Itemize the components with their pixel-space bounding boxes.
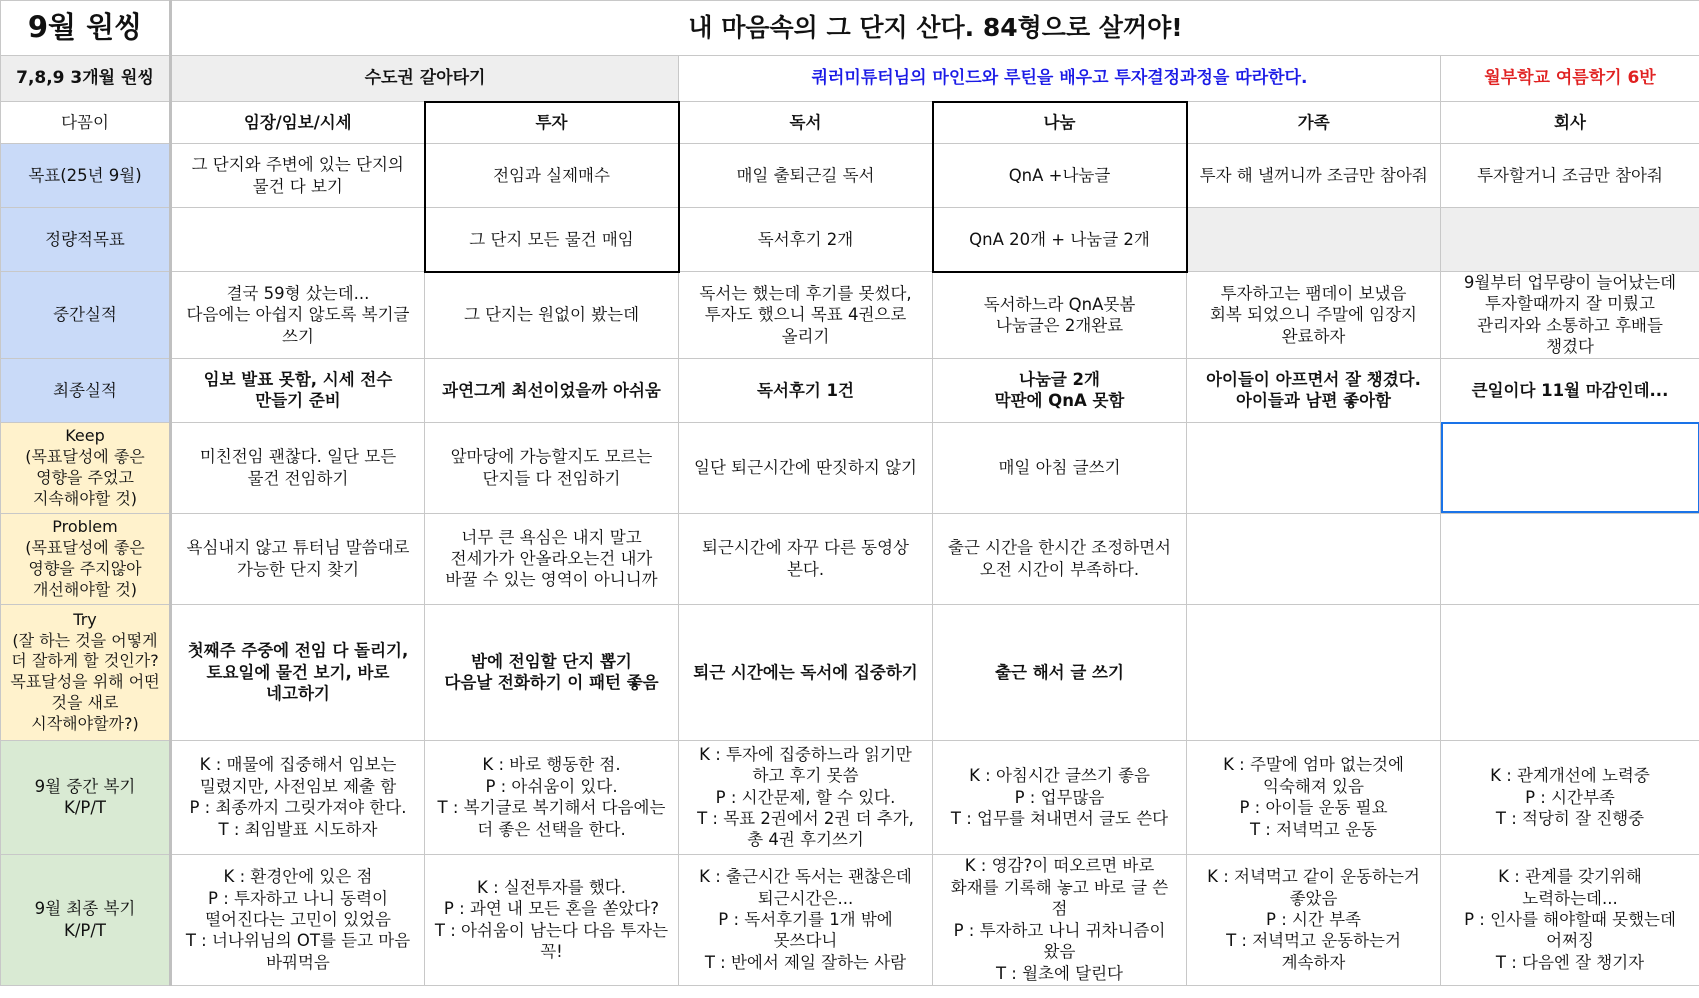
grid-cell[interactable]: 매일 출퇴근길 독서: [679, 144, 933, 208]
grid-cell[interactable]: QnA 20개 + 나눔글 2개: [933, 208, 1187, 272]
grid-cell[interactable]: K : 관계개선에 노력중 P : 시간부족 T : 적당히 잘 진행중: [1441, 740, 1699, 854]
grid-cell[interactable]: 너무 큰 욕심은 내지 말고 전세가가 안올라오는건 내가 바꿀 수 있는 영역이 아니니까: [425, 513, 679, 604]
category-cell[interactable]: 투자: [425, 102, 679, 144]
try-row: [1, 604, 1699, 740]
goal-row: [1, 144, 1699, 208]
category-cell[interactable]: 회사: [1441, 102, 1699, 144]
grid-cell[interactable]: 투자할거니 조금만 참아줘: [1441, 144, 1699, 208]
grid-cell[interactable]: 독서후기 2개: [679, 208, 933, 272]
row-label-cell[interactable]: 목표(25년 9월): [1, 144, 171, 208]
quarter-mindset-cell[interactable]: 쿼러미튜터님의 마인드와 루틴을 배우고 투자결정과정을 따라한다.: [679, 56, 1441, 102]
grid-cell[interactable]: 그 단지 모든 물건 매임: [425, 208, 679, 272]
grid-cell[interactable]: 첫째주 주중에 전임 다 돌리기, 토요일에 물건 보기, 바로 네고하기: [171, 604, 425, 740]
grid-cell[interactable]: 앞마당에 가능할지도 모르는 단지들 다 전임하기: [425, 422, 679, 513]
grid-cell[interactable]: [1187, 208, 1441, 272]
grid-cell[interactable]: K : 바로 행동한 점. P : 아쉬움이 있다. T : 복기글로 복기해서 다음에는 더 좋은 선택을 한다.: [425, 740, 679, 854]
grid-cell[interactable]: 독서하느라 QnA못봄 나눔글은 2개완료: [933, 272, 1187, 359]
grid-cell[interactable]: 임보 발표 못함, 시세 전수 만들기 준비: [171, 358, 425, 422]
grid-cell[interactable]: [1441, 604, 1699, 740]
grid-cell[interactable]: [1187, 513, 1441, 604]
grid-cell[interactable]: 밤에 전임할 단지 뽑기 다음날 전화하기 이 패턴 좋음: [425, 604, 679, 740]
grid-cell[interactable]: 그 단지는 원없이 봤는데: [425, 272, 679, 359]
problem-row: [1, 513, 1699, 604]
grid-cell[interactable]: 독서후기 1건: [679, 358, 933, 422]
grid-cell[interactable]: K : 저녁먹고 같이 운동하는거 좋았음 P : 시간 부족 T : 저녁먹고 운동하는거 계속하자: [1187, 854, 1441, 985]
row-label-cell[interactable]: 최종실적: [1, 358, 171, 422]
final-review-row: [1, 854, 1699, 985]
row-label-cell[interactable]: 중간실적: [1, 272, 171, 359]
quarter-goal-cell[interactable]: 수도권 갈아타기: [171, 56, 679, 102]
grid-cell[interactable]: 나눔글 2개 막판에 QnA 못함: [933, 358, 1187, 422]
grid-cell[interactable]: 출근 시간을 한시간 조정하면서 오전 시간이 부족하다.: [933, 513, 1187, 604]
grid-cell[interactable]: [1441, 513, 1699, 604]
grid-cell[interactable]: 일단 퇴근시간에 딴짓하지 않기: [679, 422, 933, 513]
grid-cell[interactable]: K : 환경안에 있은 점 P : 투자하고 나니 동력이 떨어진다는 고민이 있었음 T : 너나위님의 OT를 듣고 마음 바꿔먹음: [171, 854, 425, 985]
row-label-cell[interactable]: Try (잘 하는 것을 어떻게 더 잘하게 할 것인가? 목표달성을 위해 어떤 것을 새로 시작해야할까?): [1, 604, 171, 740]
quarter-class-cell[interactable]: 월부학교 여름학기 6반: [1441, 56, 1699, 102]
mid-result-row: [1, 272, 1699, 359]
grid-cell[interactable]: [171, 208, 425, 272]
grid-cell[interactable]: K : 아침시간 글쓰기 좋음 P : 업무많음 T : 업무를 쳐내면서 글도 쓴다: [933, 740, 1187, 854]
sheet-title-cell[interactable]: 9월 원씽: [1, 1, 171, 56]
keep-row: [1, 422, 1699, 513]
grid-cell[interactable]: K : 주말에 엄마 없는것에 익숙해져 있음 P : 아이들 운동 필요 T : 저녁먹고 운동: [1187, 740, 1441, 854]
grid-cell[interactable]: 매일 아침 글쓰기: [933, 422, 1187, 513]
grid-cell[interactable]: 투자 해 낼꺼니까 조금만 참아줘: [1187, 144, 1441, 208]
row-label-cell[interactable]: Problem (목표달성에 좋은 영향을 주지않아 개선해야할 것): [1, 513, 171, 604]
grid-cell[interactable]: 미친전임 괜찮다. 일단 모든 물건 전임하기: [171, 422, 425, 513]
title-row: [1, 1, 1699, 56]
category-cell[interactable]: 나눔: [933, 102, 1187, 144]
category-row: [1, 102, 1699, 144]
grid-cell[interactable]: 퇴근시간에 자꾸 다른 동영상 본다.: [679, 513, 933, 604]
grid-cell[interactable]: 그 단지와 주변에 있는 단지의 물건 다 보기: [171, 144, 425, 208]
grid-cell[interactable]: QnA +나눔글: [933, 144, 1187, 208]
grid-cell[interactable]: 아이들이 아프면서 잘 챙겼다. 아이들과 남편 좋아함: [1187, 358, 1441, 422]
grid-cell[interactable]: K : 매물에 집중해서 임보는 밀렸지만, 사전임보 제출 함 P : 최종까지 그릿가져야 한다. T : 최임발표 시도하자: [171, 740, 425, 854]
quantitative-goal-row: [1, 208, 1699, 272]
row-label-cell[interactable]: Keep (목표달성에 좋은 영향을 주었고 지속해야할 것): [1, 422, 171, 513]
grid-cell[interactable]: 과연그게 최선이었을까 아쉬움: [425, 358, 679, 422]
grid-cell[interactable]: 독서는 했는데 후기를 못썼다, 투자도 했으니 목표 4권으로 올리기: [679, 272, 933, 359]
grid-cell[interactable]: 투자하고는 팸데이 보냈음 회복 되었으니 주말에 임장지 완료하자: [1187, 272, 1441, 359]
grid-cell[interactable]: K : 실전투자를 했다. P : 과연 내 모든 혼을 쏟았다? T : 아쉬움이 남는다 다음 투자는 꼭!: [425, 854, 679, 985]
grid-cell[interactable]: K : 출근시간 독서는 괜찮은데 퇴근시간은... P : 독서후기를 1개 밖에 못쓰다니 T : 반에서 제일 잘하는 사람: [679, 854, 933, 985]
grid-cell[interactable]: [1441, 208, 1699, 272]
category-cell[interactable]: 가족: [1187, 102, 1441, 144]
grid-cell[interactable]: 출근 해서 글 쓰기: [933, 604, 1187, 740]
category-cell[interactable]: 독서: [679, 102, 933, 144]
row-label-cell[interactable]: 9월 중간 복기 K/P/T: [1, 740, 171, 854]
grid-cell[interactable]: 욕심내지 않고 튜터님 말씀대로 가능한 단지 찾기: [171, 513, 425, 604]
final-result-row: [1, 358, 1699, 422]
grid-cell[interactable]: [1187, 604, 1441, 740]
grid-cell[interactable]: K : 관계를 갖기위해 노력하는데... P : 인사를 해야할때 못했는데 어쩌징 T : 다음엔 잘 챙기자: [1441, 854, 1699, 985]
grid-cell[interactable]: 결국 59형 샀는데... 다음에는 아쉽지 않도록 복기글 쓰기: [171, 272, 425, 359]
row-label-cell[interactable]: 정량적목표: [1, 208, 171, 272]
grid-cell[interactable]: K : 영감?이 떠오르면 바로 화재를 기록해 놓고 바로 글 쓴 점 P : 투자하고 나니 귀차니즘이 왔음 T : 월초에 달린다: [933, 854, 1187, 985]
grid-cell[interactable]: 전임과 실제매수: [425, 144, 679, 208]
quarter-row: [1, 56, 1699, 102]
category-label-cell[interactable]: 다꼼이: [1, 102, 171, 144]
category-cell[interactable]: 임장/임보/시세: [171, 102, 425, 144]
grid-cell[interactable]: [1187, 422, 1441, 513]
row-label-cell[interactable]: 9월 최종 복기 K/P/T: [1, 854, 171, 985]
grid-cell[interactable]: 큰일이다 11월 마감인데...: [1441, 358, 1699, 422]
grid-cell[interactable]: 퇴근 시간에는 독서에 집중하기: [679, 604, 933, 740]
main-goal-cell[interactable]: 내 마음속의 그 단지 산다. 84형으로 살꺼야!: [171, 1, 1699, 56]
mid-review-row: [1, 740, 1699, 854]
quarter-label-cell[interactable]: 7,8,9 3개월 원씽: [1, 56, 171, 102]
grid-cell[interactable]: 9월부터 업무량이 늘어났는데 투자할때까지 잘 미뤘고 관리자와 소통하고 후배들 챙겼다: [1441, 272, 1699, 359]
selected-cell[interactable]: [1441, 422, 1699, 513]
grid-cell[interactable]: K : 투자에 집중하느라 읽기만 하고 후기 못씀 P : 시간문제, 할 수 있다. T : 목표 2권에서 2권 더 추가, 총 4권 후기쓰기: [679, 740, 933, 854]
